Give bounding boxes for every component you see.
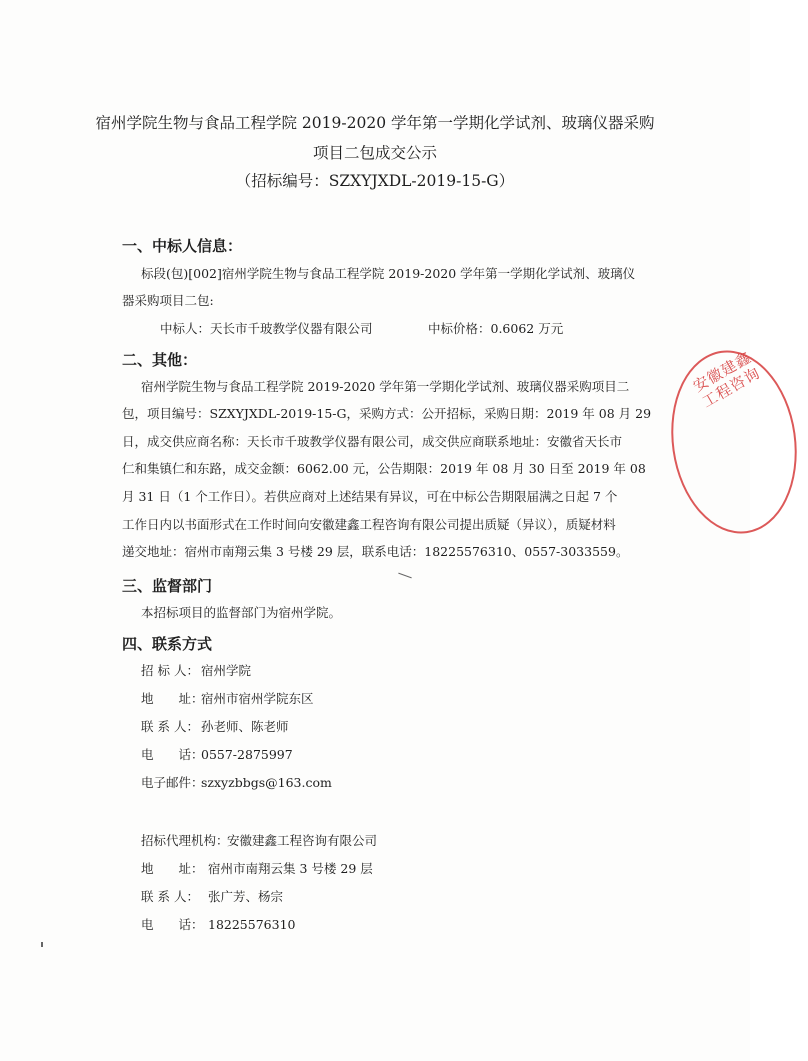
tenderer-name-row: [141, 662, 251, 680]
section-heading-other: 二、其他：: [122, 351, 198, 369]
agency-phone: 18225576310: [208, 917, 296, 932]
agency-address: 宿州市南翔云集 3 号楼 29 层: [208, 861, 373, 876]
field-label: 电子邮件：: [141, 775, 204, 790]
section-heading-supervision: 三、监督部门: [122, 577, 213, 595]
agency-contact: 张广芳、杨宗: [208, 889, 284, 904]
tenderer-phone-row: [141, 746, 293, 764]
field-label: 电 话：: [141, 747, 204, 762]
other-line: 月 31 日（1 个工作日）。若供应商对上述结果有异议，可在中标公告期限届满之日起 7 个: [122, 489, 618, 504]
agency-phone-row: [141, 916, 295, 934]
tenderer-email: szxyzbbgs@163.com: [201, 775, 332, 790]
title-line-1: 宿州学院生物与食品工程学院 2019-2020 学年第一学期化学试剂、玻璃仪器采购: [95, 114, 655, 132]
seal-text: 安徽建鑫工程咨询: [690, 347, 764, 412]
lot-line-2: 器采购项目二包:: [122, 293, 214, 308]
agency-contact-row: [141, 888, 283, 906]
tenderer-phone: 0557-2875997: [201, 747, 293, 762]
scan-speck: [398, 573, 411, 579]
lot-line-1: 标段(包)[002]宿州学院生物与食品工程学院 2019-2020 学年第一学期化学试剂、玻璃仪: [141, 266, 636, 281]
tenderer-name: 宿州学院: [201, 663, 252, 678]
tenderer-address: 宿州市宿州学院东区: [201, 691, 314, 706]
agency-address-row: [141, 860, 373, 878]
field-label: 招标代理机构：: [141, 833, 229, 848]
supervision-text: 本招标项目的监督部门为宿州学院。: [141, 605, 342, 620]
tenderer-contact-row: [141, 718, 289, 736]
other-line: 递交地址：宿州市南翔云集 3 号楼 29 层，联系电话：18225576310、0557-3033559。: [122, 544, 629, 559]
winner-name: 中标人：天长市千玻教学仪器有限公司: [160, 321, 373, 336]
section-heading-winner: 一、中标人信息：: [122, 237, 243, 255]
tenderer-email-row: [141, 774, 332, 792]
winner-price: 中标价格：0.6062 万元: [428, 321, 564, 336]
other-line: 包，项目编号：SZXYJXDL-2019-15-G，采购方式：公开招标，采购日期：2019 年 08 月 29: [122, 406, 652, 421]
agency-name: 安徽建鑫工程咨询有限公司: [227, 833, 378, 848]
field-label: 地 址：: [141, 691, 204, 706]
section-heading-contact: 四、联系方式: [122, 635, 213, 653]
other-line: 宿州学院生物与食品工程学院 2019-2020 学年第一学期化学试剂、玻璃仪器采购项目二: [141, 379, 630, 394]
field-label: 电 话：: [141, 917, 204, 932]
field-label: 地 址：: [141, 861, 204, 876]
title-line-2: 项目二包成交公示: [312, 144, 437, 162]
agency-name-row: [141, 832, 377, 850]
tenderer-contact: 孙老师、陈老师: [201, 719, 289, 734]
other-line: 日，成交供应商名称：天长市千玻教学仪器有限公司，成交供应商联系地址：安徽省天长市: [122, 434, 623, 449]
other-line: 工作日内以书面形式在工作时间向安徽建鑫工程咨询有限公司提出质疑（异议），质疑材料: [122, 517, 616, 532]
tender-number: （招标编号：SZXYJXDL-2019-15-G）: [235, 172, 515, 190]
field-label: 联 系 人：: [141, 719, 199, 734]
field-label: 联 系 人：: [141, 889, 199, 904]
scan-speck: [41, 942, 43, 947]
field-label: 招 标 人：: [141, 663, 199, 678]
other-line: 仁和集镇仁和东路，成交金额：6062.00 元，公告期限：2019 年 08 月 30 日至 2019 年 08: [122, 461, 646, 476]
tenderer-address-row: [141, 690, 314, 708]
